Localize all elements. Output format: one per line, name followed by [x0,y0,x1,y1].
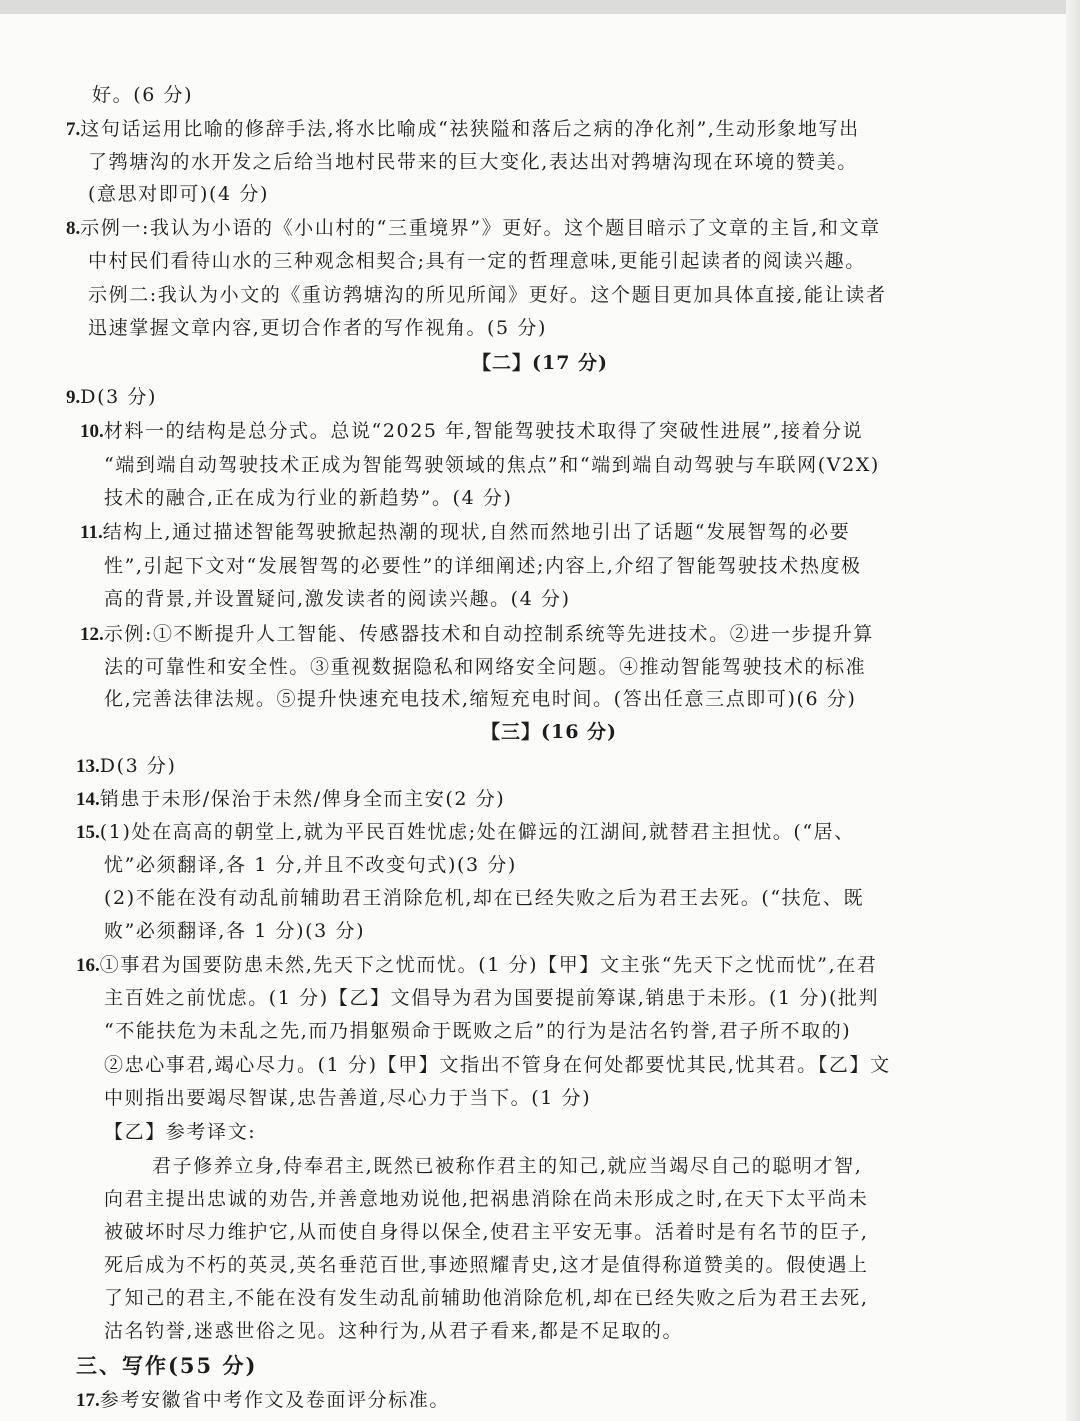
text-line: 败”必须翻译,各 1 分)(3 分) [104,920,366,942]
question-number: 16. [76,955,100,976]
question-14 [76,784,505,815]
text-line: 死后成为不朽的英灵,英名垂范百世,事迹照耀青史,这才是值得称道赞美的。假使遇上 [104,1254,869,1276]
question-number: 12. [80,624,104,645]
text-line: 性”,引起下文对“发展智驾的必要性”的详细阐述;内容上,介绍了智能驾驶技术热度极 [104,555,862,577]
text-line: 了知己的君主,不能在没有发生动乱前辅助他消除危机,却在已经失败之后为君王去死, [104,1287,869,1309]
text-line: “不能扶危为未乱之先,而乃捐躯殒命于既败之后”的行为是沽名钓誉,君子所不取的) [104,1020,852,1042]
question-11 [80,517,850,548]
text-line: 技术的融合,正在成为行业的新趋势”。(4 分) [104,487,513,509]
question-8 [66,213,881,244]
text-line: 好。(6 分) [92,84,194,106]
text-line: D(3 分) [99,755,177,777]
question-number: 9. [66,387,81,408]
text-line: 高的背景,并设置疑问,激发读者的阅读兴趣。(4 分) [104,588,571,610]
question-17 [76,1385,450,1416]
question-13 [76,751,177,782]
text-line: 主百姓之前忧虑。(1 分)【乙】文倡导为君为国要提前筹谋,销患于未形。(1 分)(批判 [104,987,880,1009]
text-line: 法的可靠性和安全性。③重视数据隐私和网络安全问题。④推动智能驾驶技术的标准 [104,656,867,678]
question-number: 14. [76,789,100,810]
text-line: ①事君为国要防患未然,先天下之忧而忧。(1 分)【甲】文主张“先天下之忧而忧”,在君 [99,954,878,976]
text-line: 示例一:我认为小语的《小山村的“三重境界”》更好。这个题目暗示了文章的主旨,和文章 [80,217,881,239]
text-line: 示例二:我认为小文的《重访鹁塘沟的所见所闻》更好。这个题目更加具体直接,能让读者 [88,284,887,306]
section-heading-2: 【二】(17 分) [472,352,609,374]
question-9 [66,382,157,413]
text-line: 向君主提出忠诚的劝告,并善意地劝说他,把祸患消除在尚未形成之时,在天下太平尚未 [104,1188,869,1210]
question-15 [76,817,855,848]
text-line: 迅速掌握文章内容,更切合作者的写作视角。(5 分) [88,317,547,339]
question-10 [80,416,863,447]
text-line: (2)不能在没有动乱前辅助君王消除危机,却在已经失败之后为君王去死。(“扶危、既 [104,887,865,909]
text-line: 了鹁塘沟的水开发之后给当地村民带来的巨大变化,表达出对鹁塘沟现在环境的赞美。 [88,151,858,173]
text-line: 这句话运用比喻的修辞手法,将水比喻成“祛狭隘和落后之病的净化剂”,生动形象地写出 [80,118,860,140]
text-line: “端到端自动驾驶技术正成为智能驾驶领域的焦点”和“端到端自动驾驶与车联网(V2X) [104,454,880,476]
text-line: 示例:①不断提升人工智能、传感器技术和自动控制系统等先进技术。②进一步提升算 [103,623,874,645]
right-edge [1066,0,1080,1421]
question-16 [76,950,877,981]
text-line: (意思对即可)(4 分) [88,183,269,205]
text-line: 材料一的结构是总分式。总说“2025 年,智能驾驶技术取得了突破性进展”,接着分说 [103,420,864,442]
text-line: 参考安徽省中考作文及卷面评分标准。 [99,1389,450,1411]
text-line: D(3 分) [80,386,158,408]
text-line: 中则指出要竭尽智谋,忠告善道,尽心力于当下。(1 分) [104,1087,592,1109]
text-line: 忧”必须翻译,各 1 分,并且不改变句式)(3 分) [104,854,517,876]
text-line: 销患于未形/保治于未然/俾身全而主安(2 分) [99,788,506,810]
text-line: 沽名钓誉,迷惑世俗之见。这种行为,从君子看来,都是不足取的。 [104,1320,684,1342]
part-heading-writing: 三、写作(55 分) [76,1353,258,1378]
translation-heading: 【乙】参考译文: [104,1121,257,1143]
question-number: 17. [76,1390,100,1411]
section-heading-3: 【三】(16 分) [481,721,618,743]
text-line: 中村民们看待山水的三种观念相契合;具有一定的哲理意味,更能引起读者的阅读兴趣。 [88,250,866,272]
question-12 [80,619,874,650]
question-7 [66,114,860,145]
question-number: 7. [66,119,81,140]
question-number: 13. [76,756,100,777]
text-line: 化,完善法律法规。⑤提升快速充电技术,缩短充电时间。(答出任意三点即可)(6 分) [104,688,857,710]
question-number: 15. [76,822,100,843]
text-line: ②忠心事君,竭心尽力。(1 分)【甲】文指出不管身在何处都要忧其民,忧其君。【乙】文 [104,1054,891,1076]
top-edge [0,0,1080,14]
question-number: 8. [66,218,81,239]
question-number: 10. [80,421,104,442]
question-number: 11. [80,522,103,543]
text-line: 被破坏时尽力维护它,从而使自身得以保全,使君主平安无事。活着时是有名节的臣子, [104,1221,869,1243]
text-line: (1)处在高高的朝堂上,就为平民百姓忧虑;处在僻远的江湖间,就替君主担忧。(“居、 [99,821,855,843]
text-line: 君子修养立身,侍奉君主,既然已被称作君主的知己,就应当竭尽自己的聪明才智, [152,1155,863,1177]
text-line: 结构上,通过描述智能驾驶掀起热潮的现状,自然而然地引出了话题“发展智驾的必要 [102,521,851,543]
